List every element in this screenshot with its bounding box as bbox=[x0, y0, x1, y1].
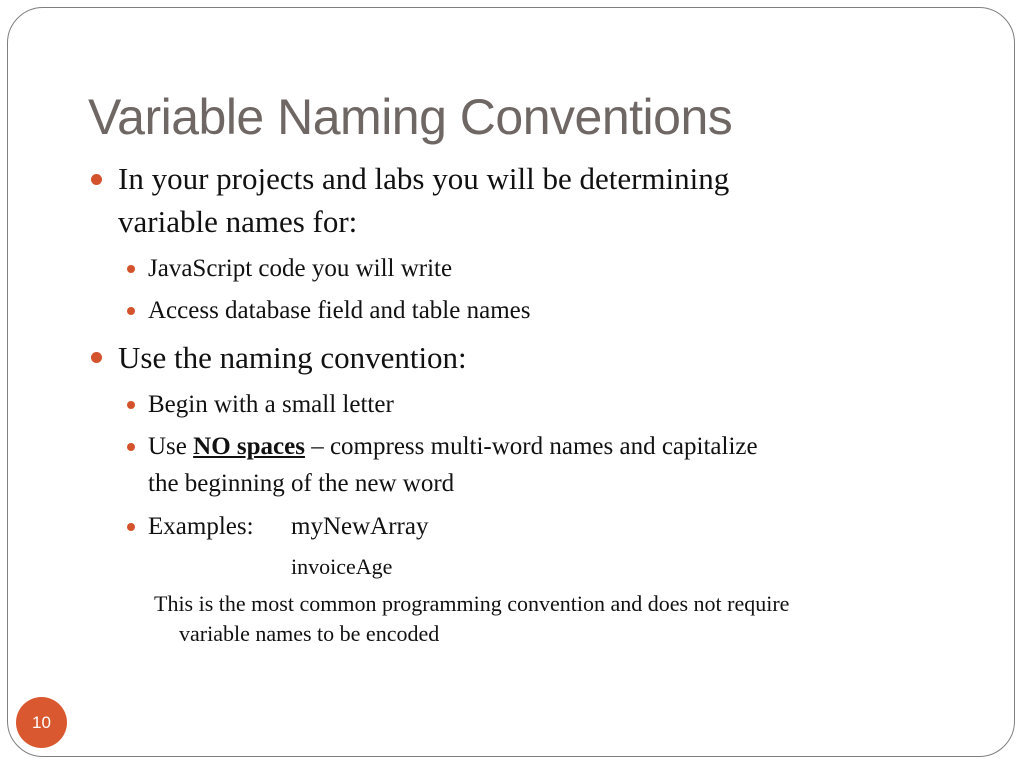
bullet-dot-icon bbox=[91, 352, 102, 363]
examples-label: Examples: bbox=[148, 513, 254, 540]
sub-bullet-dot-icon bbox=[127, 265, 135, 273]
sub-bullet-dot-icon bbox=[127, 523, 135, 531]
bullet-2-sub-1: Begin with a small letter bbox=[148, 391, 394, 418]
bullet-2-sub-2-line2: the beginning of the new word bbox=[148, 470, 455, 497]
no-spaces-emphasis: NO spaces bbox=[193, 433, 305, 460]
bullet-1-text-line2: variable names for: bbox=[118, 204, 358, 239]
slide-number-badge: 10 bbox=[16, 697, 67, 748]
bullet-dot-icon bbox=[91, 174, 102, 185]
sub-bullet-dot-icon bbox=[127, 307, 135, 315]
bullet-2-sub-2-post: – compress multi-word names and capitalize bbox=[304, 433, 758, 460]
example-2: invoiceAge bbox=[291, 554, 393, 579]
bullet-2-sub-2 bbox=[148, 428, 758, 465]
bullet-1-text-line1: In your projects and labs you will be determining bbox=[118, 161, 730, 196]
note-line2: variable names to be encoded bbox=[179, 621, 440, 646]
bullet-2-sub-2-pre: Use bbox=[148, 433, 194, 460]
sub-bullet-dot-icon bbox=[127, 401, 135, 409]
slide-title: Variable Naming Conventions bbox=[88, 89, 733, 145]
bullet-1-sub-1: JavaScript code you will write bbox=[148, 255, 453, 282]
note-line1: This is the most common programming convention and does not require bbox=[154, 591, 790, 616]
example-1: myNewArray bbox=[291, 513, 429, 540]
sub-bullet-dot-icon bbox=[127, 443, 135, 451]
bullet-2-text: Use the naming convention: bbox=[118, 340, 467, 375]
bullet-1-sub-2: Access database field and table names bbox=[148, 297, 531, 324]
